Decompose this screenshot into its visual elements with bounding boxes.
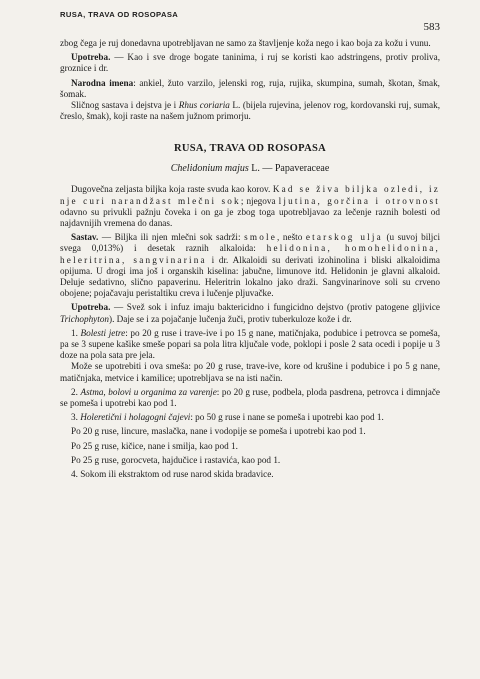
narodna-imena-label: Narodna imena: [71, 77, 134, 88]
desc-text-b: ; njegova: [240, 195, 279, 206]
description-paragraph: [60, 184, 440, 229]
item-text: : po 50 g ruse i nane se pomeša i upotrebi kao pod 1.: [190, 412, 384, 423]
author-family: L. — Papaveraceae: [248, 163, 330, 175]
list-item: Može se upotrebiti i ova smeša: po 20 g ruse, trave-ive, kore od krušine i podubice i po 5 g nane, matičnjaka, metvice i kamilice; upotrebljava se na isti način.: [60, 361, 440, 383]
list-item: [60, 412, 440, 423]
desc-spaced-b: ljutina, gorčina i otrovnost: [278, 195, 440, 206]
sastav-text-d: i dr. Alkaloidi su derivati izohinolina i bliski alkaloidima opijuma. U drogi ima još i organskih kiselina: jabučne, limunove itd. Helidonin je glavni alkaloid. Deluje sedativno, slično papaverinu. Heleritrin lokalno jako draži. Sangvinarinove soli su crveno obojene; pojačavaju peristaltiku creva i lučenje pljuvačke.: [60, 254, 440, 299]
intro-paragraph: zbog čega je ruj donedavna upotrebljavan ne samo za štavljenje koža nego i kao boja za kožu i vunu.: [60, 38, 431, 48]
item-number: 2.: [71, 386, 81, 397]
section-title: RUSA, TRAVA OD ROSOPASA: [174, 143, 326, 155]
rhus-coriaria-latin: Rhus coriaria: [178, 100, 230, 111]
item-text: : po 20 g ruse i trave-ive i po 15 g nane, matičnjaka, podubice i petrovca se pomeša, pa se 3 supene kašike smeše popari sa pola litra ključale vode, poklopi i posle 2 sata ocedi i popije u 3 doze na pola sata pre jela.: [60, 327, 440, 361]
trichophyton-latin: Trichophyton: [60, 313, 110, 324]
item-text: : po 20 g ruse, podbela, ploda pasdrena, petrovca i dimnjače se pomeša i upotrebi kao pod 1.: [60, 386, 441, 409]
latin-name: Chelidonium majus: [170, 163, 249, 175]
intro-block: [60, 38, 440, 122]
item-heading: Astma, bolovi u organima za varenje: [80, 386, 217, 397]
slicnog-paragraph: [60, 100, 440, 122]
section-subtitle: [60, 163, 440, 174]
sastav-paragraph: [60, 232, 440, 299]
desc-spaced-a: Kad se živa biljka ozledi, iz nje curi narandžast mlečni sok: [60, 184, 440, 206]
upotreba-text: — Kao i sve droge bogate taninima, i ruj se koristi kao adstringens, protiv proliva, groznice i dr.: [60, 52, 440, 74]
item-heading: Holeretični i holagogni čajevi: [80, 412, 191, 423]
upotreba-main-text-b: ). Daje se i za pojačanje lučenja žuči, protiv tuberkuloze kože i dr.: [109, 313, 352, 324]
main-body: [60, 184, 440, 324]
list-item: Po 25 g ruse, kičice, nane i smilja, kao pod 1.: [71, 440, 238, 451]
sastav-text-b: , nešto: [277, 232, 306, 243]
list-item: Po 25 g ruse, gorocveta, hajdučice i rastavića, kao pod 1.: [71, 454, 281, 465]
upotreba-main-paragraph: [60, 302, 440, 324]
list-item: Po 20 g ruse, lincure, maslačka, nane i vodopije se pomeša i upotrebi kao pod 1.: [71, 426, 366, 437]
desc-text-a: Dugovečna zeljasta biljka koja raste svuda kao korov.: [71, 184, 273, 195]
slicnog-text-a: Sličnog sastava i dejstva je i: [71, 100, 179, 111]
upotreba-main-label: Upotreba.: [71, 302, 111, 313]
list-item: 4. Sokom ili ekstraktom od ruse narod skida bradavice.: [71, 469, 274, 480]
narodna-imena-text: : ankiel, žuto varzilo, jelenski rog, ruja, rujika, skumpina, sumah, škotan, šmak, šomak.: [60, 77, 440, 99]
sastav-text-a: — Biljka ili njen mlečni sok sadrži:: [98, 232, 245, 243]
sastav-spaced-c: helidonina, homohelidonina, heleritrina, sangvinarina: [60, 243, 440, 265]
upotreba-main-text-a: — Svež sok i infuz imaju baktericidno i fungicidno dejstvo (protiv patogene gljivice: [110, 302, 440, 313]
sastav-label: Sastav.: [71, 232, 99, 243]
page-header: [60, 8, 440, 38]
item-number: 3.: [71, 412, 81, 423]
running-title: RUSA, TRAVA OD ROSOPASA: [60, 10, 179, 19]
desc-text-c: odavno su privukli pažnju čoveka i on ga je zbog toga upotrebljavao za lečenje raznih bolesti od najdavnijih vremena do danas.: [60, 206, 440, 229]
sastav-spaced-a: smole: [244, 232, 278, 243]
page-number: 583: [423, 21, 440, 33]
list-item: [60, 328, 440, 362]
narodna-imena-paragraph: [60, 78, 440, 100]
upotreba-label: Upotreba.: [71, 52, 111, 63]
item-number: 1.: [71, 327, 81, 338]
sastav-text-c: (u suvoj biljci svega 0,013%) i desetak raznih alkaloida:: [60, 232, 440, 254]
sastav-spaced-b: etarskog ulja: [305, 232, 383, 243]
slicnog-text-b: L. (bijela rujevina, jelenov rog, kordovanski ruj, sumak, čreslo, šmak), koji raste na našem južnom primorju.: [60, 100, 440, 122]
upotreba-paragraph: [60, 52, 440, 74]
list-item: [60, 387, 440, 409]
recipe-list: [60, 325, 440, 480]
item-heading: Bolesti jetre: [80, 327, 126, 338]
